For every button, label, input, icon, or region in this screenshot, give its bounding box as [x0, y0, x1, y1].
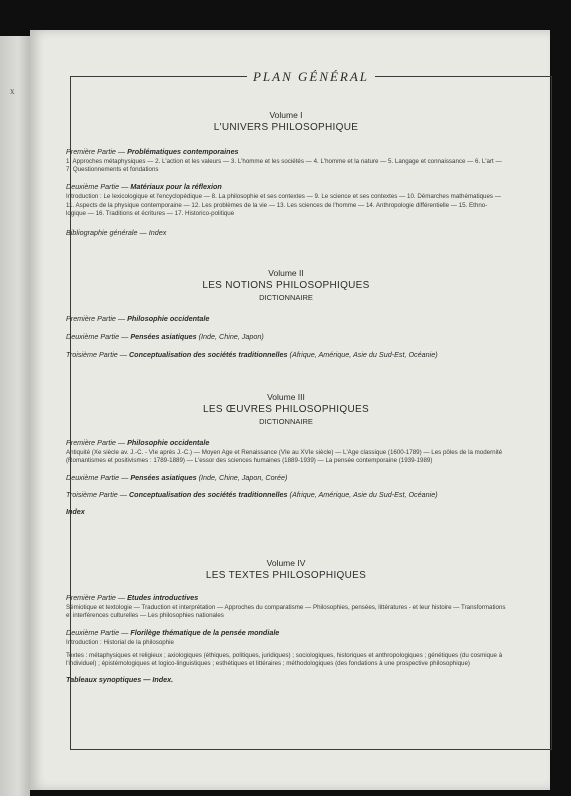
part-heading: Deuxième Partie — Pensées asiatiques (Inde, Chine, Japon) [66, 332, 264, 341]
index-line: Index [66, 507, 85, 517]
part-detail: Introduction : Historial de la philosophie [66, 639, 175, 647]
margin-mark: x [10, 86, 15, 96]
volume-1 [66, 110, 506, 237]
volume-title: L'UNIVERS PHILOSOPHIQUE [213, 122, 359, 133]
page-title: PLAN GÉNÉRAL [71, 69, 551, 85]
bibliography-line: Bibliographie générale — Index [66, 228, 167, 238]
part-heading: Troisième Partie — Conceptualisation des sociétés traditionnelles (Afrique, Amérique, Asie du Sud-Est, Océanie) [66, 490, 438, 500]
part-heading: Première Partie — Philosophie occidentale [66, 314, 210, 323]
part-heading: Première Partie — Problématiques contemporaines [66, 147, 239, 156]
volume-label: Volume III [267, 392, 305, 402]
part-detail: Antiquité (Xe siècle av. J.-C. - VIe après J.-C.) — Moyen Age et Renaissance (VIe au XVIe siècle) — L'Age classique (1600-1789) — Les pôles de la modernité (Romantismes et positivismes : 1789-1889) — L'essor des sciences humaines (1889-1939) — La pensée contemporaine (1939-1989) [66, 449, 503, 465]
previous-page-edge [0, 36, 30, 796]
part-detail: 1. Approches métaphysiques — 2. L'action et les valeurs — 3. L'homme et les sociétés — 4. L'homme et la nature — 5. Langage et connaissance — 6. L'art — 7. Questionnements et fondations [66, 158, 502, 174]
volume-label: Volume II [268, 268, 304, 278]
volume-title: LES NOTIONS PHILOSOPHIQUES [202, 280, 370, 291]
part-heading: Deuxième Partie — Florilège thématique de la pensée mondiale [66, 628, 280, 638]
volume-title: LES ŒUVRES PHILOSOPHIQUES [203, 404, 369, 415]
part-detail: Textes : métaphysiques et religieux ; axiologiques (éthiques, politiques, juridiques) ; sociologiques, historiques et anthropologiques ; génétiques (du cosmique à l'individuel) ; épistémologiques et logico-linguistiques ; esthétiques et littéraires ; méthodologiques (des fondations à une prospective philosophique) [66, 651, 503, 667]
volume-4 [66, 558, 506, 684]
part-heading: Deuxième Partie — Matériaux pour la réflexion [66, 182, 222, 192]
volume-label: Volume I [269, 110, 303, 120]
volume-subtitle: DICTIONNAIRE [259, 293, 313, 302]
tableaux-line: Tableaux synoptiques — Index. [66, 675, 174, 685]
part-heading: Deuxième Partie — Pensées asiatiques (Inde, Chine, Japon, Corée) [66, 473, 288, 483]
part-heading: Première Partie — Philosophie occidentale [66, 438, 210, 447]
part-heading: Première Partie — Etudes introductives [66, 593, 199, 602]
volume-2 [66, 268, 506, 359]
part-detail: Sémiotique et textologie — Traduction et interprétation — Approches du comparatisme — Philosophies, pensées, littératures - et leur histoire — Transformations et interférences culturelles — Les philosophies nationales [66, 604, 506, 620]
volume-subtitle: DICTIONNAIRE [259, 417, 313, 426]
volume-label: Volume IV [266, 558, 306, 568]
part-heading: Troisième Partie — Conceptualisation des sociétés traditionnelles (Afrique, Amérique, Asie du Sud-Est, Océanie) [66, 350, 438, 359]
volume-title: LES TEXTES PHILOSOPHIQUES [205, 570, 367, 581]
part-detail: Introduction : Le lexicologique et l'encyclopédique — 8. La philosophie et ses contextes — 9. Le science et ses contextes — 10. Démarches mathématiques — 11. Aspects de la physique contemporaine — 12. Les problèmes de la vie — 13. Les sciences de l'homme — 14. Anthropologie différentielle — 15. Ethno-logique — 16. Traditions et écritures — 17. Historico-politique [66, 193, 501, 217]
volume-3 [66, 392, 506, 516]
